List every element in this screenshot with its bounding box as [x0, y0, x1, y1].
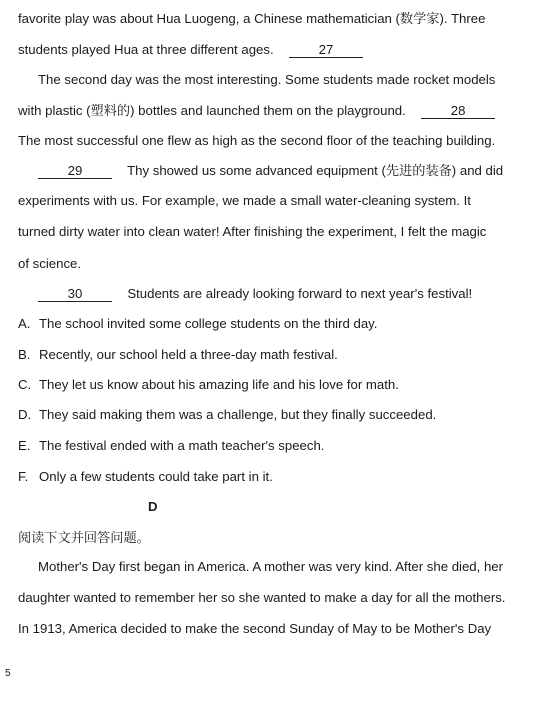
passage-line-5: The most successful one flew as high as the second floor of the teaching building. [18, 133, 496, 148]
option-e-text: The festival ended with a math teacher's speech. [39, 438, 325, 453]
option-e [18, 438, 324, 454]
option-f [18, 469, 273, 485]
answer-blank-30: 30 [38, 286, 112, 302]
passage-d-line-3: In 1913, America decided to make the second Sunday of May to be Mother's Day [18, 621, 492, 636]
passage-line-10-text: Students are already looking forward to next year's festival! [127, 286, 473, 301]
option-b-text: Recently, our school held a three-day math festival. [39, 347, 338, 362]
section-letter: D [148, 499, 158, 514]
passage-line-6-text: Thy showed us some advanced equipment (先进的装备) and did [127, 163, 504, 178]
option-d [18, 407, 436, 423]
option-c [18, 377, 399, 393]
option-c-letter: C. [18, 377, 32, 392]
answer-blank-28: 28 [421, 103, 495, 119]
passage-line-6 [38, 163, 503, 179]
passage-line-10 [38, 286, 472, 302]
passage-line-3: The second day was the most interesting. Some students made rocket models [38, 72, 496, 87]
passage-line-9: of science. [18, 256, 82, 271]
option-a [18, 316, 377, 332]
page-number: 5 [5, 668, 11, 679]
option-f-letter: F. [18, 469, 29, 484]
passage-d-line-2: daughter wanted to remember her so she wanted to make a day for all the mothers. [18, 590, 506, 605]
option-b [18, 347, 338, 363]
answer-blank-29: 29 [38, 163, 112, 179]
option-f-text: Only a few students could take part in it. [39, 469, 273, 484]
passage-line-8: turned dirty water into clean water! After finishing the experiment, I felt the magic [18, 224, 487, 239]
option-d-text: They said making them was a challenge, but they finally succeeded. [39, 407, 437, 422]
option-a-letter: A. [18, 316, 31, 331]
passage-line-4-text: with plastic (塑料的) bottles and launched them on the playground. [18, 103, 406, 118]
option-d-letter: D. [18, 407, 32, 422]
option-c-text: They let us know about his amazing life and his love for math. [39, 377, 399, 392]
answer-blank-27: 27 [289, 42, 363, 58]
passage-line-4 [18, 103, 495, 119]
option-e-letter: E. [18, 438, 31, 453]
passage-d-line-1: Mother's Day first began in America. A mother was very kind. After she died, her [38, 559, 504, 574]
passage-line-2-text: students played Hua at three different ages. [18, 42, 274, 57]
option-a-text: The school invited some college students on the third day. [39, 316, 378, 331]
passage-line-1: favorite play was about Hua Luogeng, a Chinese mathematician (数学家). Three [18, 11, 486, 26]
passage-line-2 [18, 42, 363, 58]
option-b-letter: B. [18, 347, 31, 362]
passage-line-7: experiments with us. For example, we made a small water-cleaning system. It [18, 193, 471, 208]
section-instruction: 阅读下文并回答问题。 [18, 531, 150, 546]
